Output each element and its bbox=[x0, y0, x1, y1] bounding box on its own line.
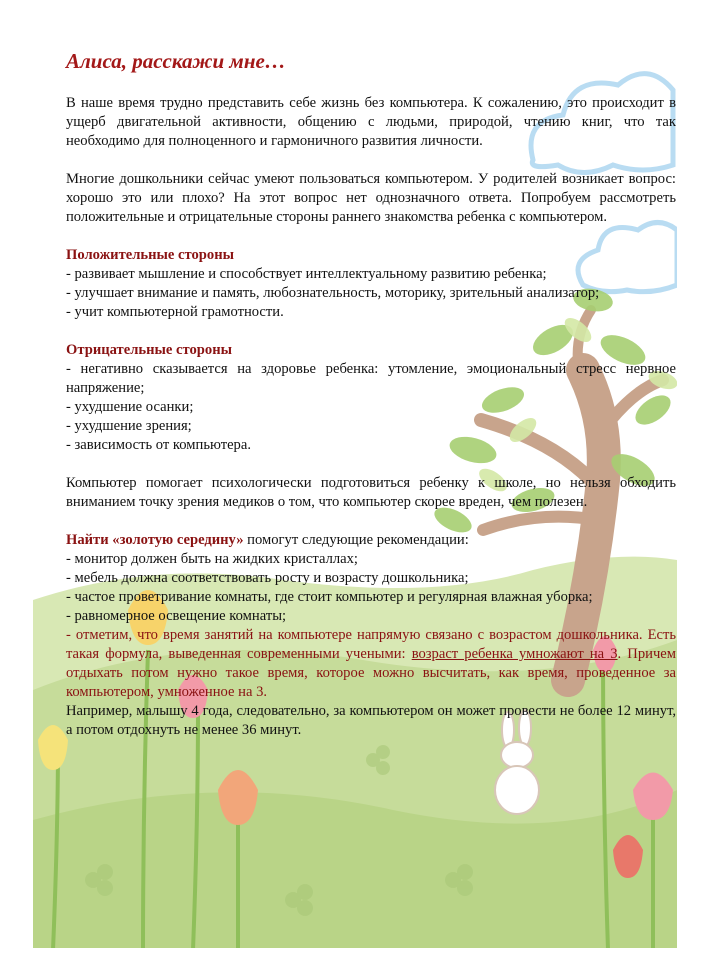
recommendations-heading-rest: помогут следующие рекомендации: bbox=[243, 532, 469, 548]
article-title: Алиса, расскажи мне… bbox=[66, 49, 286, 73]
example-paragraph: Например, малышу 4 года, следовательно, за компьютером он может провести не более 12 минут, а потом отдохнуть не менее 36 минут. bbox=[66, 703, 676, 738]
negative-item: - ухудшение зрения; bbox=[66, 418, 192, 434]
negative-item: - ухудшение осанки; bbox=[66, 399, 194, 415]
recommendation-item: - монитор должен быть на жидких кристаллах; bbox=[66, 551, 358, 567]
negative-item: - зависимость от компьютера. bbox=[66, 437, 251, 453]
formula-text-end: . Причем отдыхать потом нужно такое время, которое можно высчитать, как время, проведенное за компьютером, умноженное на 3. bbox=[66, 646, 676, 700]
positive-item: - учит компьютерной грамотности. bbox=[66, 304, 284, 320]
formula-underlined: возраст ребенка умножают на 3 bbox=[411, 646, 618, 662]
middle-paragraph: Компьютер помогает психологически подготовиться ребенку к школе, но нельзя обходить вниманием точку зрения медиков о том, что компьютер скорее вреден, чем полезен. bbox=[66, 475, 676, 510]
recommendation-formula bbox=[66, 626, 676, 702]
positive-heading: Положительные стороны bbox=[66, 247, 235, 263]
golden-mean-label: Найти «золотую середину» bbox=[66, 532, 244, 548]
positive-item: - развивает мышление и способствует интеллектуальному развитию ребенка; bbox=[66, 266, 547, 282]
recommendations-heading bbox=[66, 531, 676, 550]
recommendation-item: - мебель должна соответствовать росту и возрасту дошкольника; bbox=[66, 570, 469, 586]
intro-paragraph-2: Многие дошкольники сейчас умеют пользоваться компьютером. У родителей возникает вопрос: хорошо это или плохо? На этот вопрос нет однозначного ответа. Попробуем рассмотреть положительные и отрицательные стороны раннего знакомства ребенка с компьютером. bbox=[66, 171, 676, 225]
formula-text-start: - отметим, что время занятий на компьютере напрямую связано с возрастом дошкольника. Есть такая формула, выведенная современными учеными: bbox=[66, 627, 676, 662]
positive-item: - улучшает внимание и память, любознательность, моторику, зрительный анализатор; bbox=[66, 285, 600, 301]
intro-paragraph-1: В наше время трудно представить себе жизнь без компьютера. К сожалению, это происходит в ущерб двигательной активности, общению с людьми, природой, чтению книг, что так необходимо для полноценного и гармоничного развития личности. bbox=[66, 95, 676, 149]
negative-heading: Отрицательные стороны bbox=[66, 342, 232, 358]
document-page bbox=[33, 0, 677, 948]
negative-item: - негативно сказывается на здоровье ребенка: утомление, эмоциональный стресс нервное напряжение; bbox=[66, 361, 676, 396]
recommendation-item: - частое проветривание комнаты, где стоит компьютер и регулярная влажная уборка; bbox=[66, 589, 593, 605]
article-body bbox=[66, 48, 676, 740]
recommendation-item: - равномерное освещение комнаты; bbox=[66, 608, 287, 624]
